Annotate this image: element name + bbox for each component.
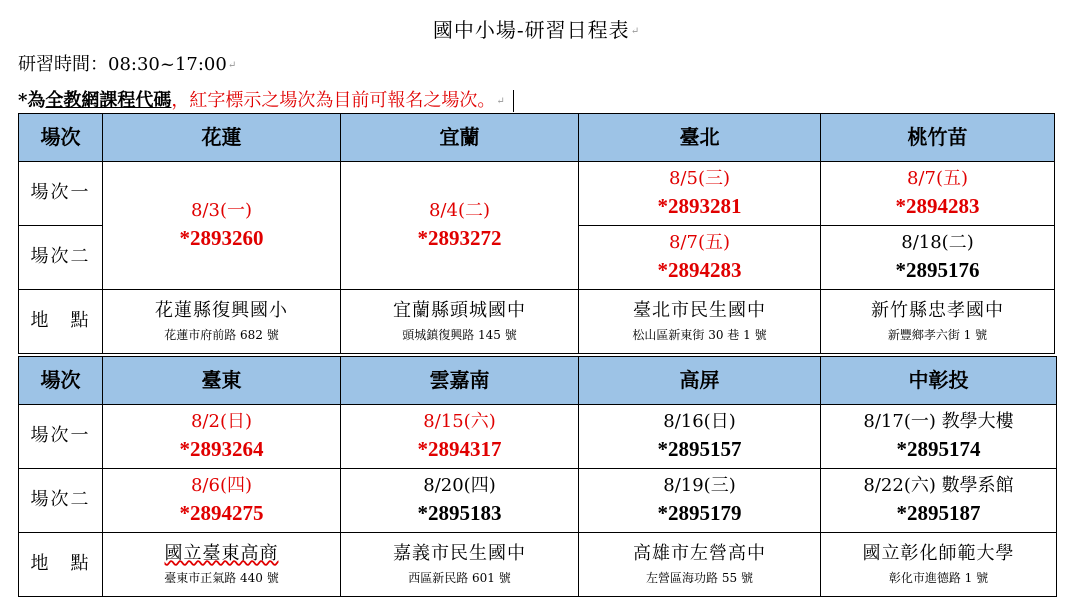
taipei-session2 <box>579 226 821 290</box>
session-date: 8/19(三) <box>663 474 736 496</box>
label-session2: 場次二 <box>19 226 103 290</box>
course-code: *2893281 <box>657 194 742 219</box>
taozhumiao-session2 <box>821 226 1055 290</box>
note-prefix: *為 <box>18 90 46 111</box>
school-address: 臺東市正氣路 440 號 <box>164 571 279 586</box>
course-code: *2894275 <box>179 501 264 526</box>
session-date: 8/3(一) <box>190 199 252 221</box>
school-name: 嘉義市民生國中 <box>393 542 526 564</box>
school-address: 彰化市進德路 1 號 <box>888 571 989 586</box>
course-code: *2895179 <box>657 501 742 526</box>
session-date: 8/2(日) <box>190 410 252 432</box>
region-zhongzhangtou: 中彰投 <box>821 357 1057 405</box>
location-taozhumiao <box>821 290 1055 354</box>
location-hualien <box>103 290 341 354</box>
school-name: 國立彰化師範大學 <box>862 542 1015 564</box>
school-address: 新豐鄉孝六街 1 號 <box>887 328 988 343</box>
session-date: 8/22(六) 數學系館 <box>863 474 1014 496</box>
school-name: 高雄市左營高中 <box>633 542 766 564</box>
region-taozhumiao: 桃竹苗 <box>821 114 1055 162</box>
taitung-session1 <box>103 405 341 469</box>
location-row <box>19 290 1055 354</box>
course-code: *2894283 <box>657 258 742 283</box>
region-yilan: 宜蘭 <box>341 114 579 162</box>
session-date: 8/5(三) <box>668 167 730 189</box>
course-code: *2893260 <box>179 226 264 251</box>
region-taitung: 臺東 <box>103 357 341 405</box>
school-address: 頭城鎮復興路 145 號 <box>402 328 517 343</box>
course-code: *2895183 <box>417 501 502 526</box>
course-code: *2895187 <box>896 501 981 526</box>
gaoping-session2 <box>579 469 821 533</box>
region-hualien: 花蓮 <box>103 114 341 162</box>
training-time: 研習時間：08:30~17:00↵ <box>18 54 237 75</box>
region-gaoping: 高屏 <box>579 357 821 405</box>
course-code: *2894283 <box>895 194 980 219</box>
location-gaoping <box>579 533 821 597</box>
session-date: 8/15(六) <box>423 410 496 432</box>
session-date: 8/7(五) <box>906 167 968 189</box>
taipei-session1 <box>579 162 821 226</box>
header-row <box>19 357 1057 405</box>
taozhumiao-session1 <box>821 162 1055 226</box>
header-session: 場次 <box>19 357 103 405</box>
header-row <box>19 114 1055 162</box>
note-red: ，紅字標示之場次為目前可報名之場次。 <box>171 90 496 111</box>
region-taipei: 臺北 <box>579 114 821 162</box>
yilan-session <box>341 162 579 290</box>
taitung-session2 <box>103 469 341 533</box>
gaoping-session1 <box>579 405 821 469</box>
note-underlined: 全教網課程代碼 <box>45 90 172 111</box>
header-session: 場次 <box>19 114 103 162</box>
code-note: *為全教網課程代碼，紅字標示之場次為目前可報名之場次。↵ <box>18 86 514 112</box>
school-address: 花蓮市府前路 682 號 <box>164 328 279 343</box>
session-date: 8/18(二) <box>901 231 974 253</box>
region-yunjianan: 雲嘉南 <box>341 357 579 405</box>
location-taitung <box>103 533 341 597</box>
course-code: *2893264 <box>179 437 264 462</box>
session1-row <box>19 162 1055 226</box>
session2-row <box>19 469 1057 533</box>
course-code: *2893272 <box>417 226 502 251</box>
course-code: *2894317 <box>417 437 502 462</box>
school-name: 花蓮縣復興國小 <box>155 299 288 321</box>
schedule-table-north <box>18 113 1055 354</box>
course-code: *2895174 <box>896 437 981 462</box>
school-address: 西區新民路 601 號 <box>408 571 511 586</box>
course-code: *2895157 <box>657 437 742 462</box>
course-code: *2895176 <box>895 258 980 283</box>
school-name: 宜蘭縣頭城國中 <box>393 299 526 321</box>
session-date: 8/20(四) <box>423 474 496 496</box>
yunjianan-session2 <box>341 469 579 533</box>
label-location: 地 點 <box>19 533 103 597</box>
label-location: 地 點 <box>19 290 103 354</box>
schedule-table-south <box>18 356 1057 597</box>
school-name: 新竹縣忠孝國中 <box>871 299 1004 321</box>
session-date: 8/4(二) <box>428 199 490 221</box>
zhongzhangtou-session1 <box>821 405 1057 469</box>
zhongzhangtou-session2 <box>821 469 1057 533</box>
location-zhongzhangtou <box>821 533 1057 597</box>
label-session1: 場次一 <box>19 162 103 226</box>
session-date: 8/17(一) 教學大樓 <box>863 410 1014 432</box>
location-taipei <box>579 290 821 354</box>
session-date: 8/6(四) <box>190 474 252 496</box>
school-name: 國立臺東高商 <box>164 542 279 564</box>
location-yunjianan <box>341 533 579 597</box>
label-session1: 場次一 <box>19 405 103 469</box>
hualien-session <box>103 162 341 290</box>
location-yilan <box>341 290 579 354</box>
page-title: 國中小場-研習日程表↵ <box>432 18 641 42</box>
location-row <box>19 533 1057 597</box>
session1-row <box>19 405 1057 469</box>
session-date: 8/16(日) <box>663 410 736 432</box>
school-address: 松山區新東街 30 巷 1 號 <box>632 328 767 343</box>
school-name: 臺北市民生國中 <box>633 299 766 321</box>
label-session2: 場次二 <box>19 469 103 533</box>
text-cursor <box>513 90 514 112</box>
yunjianan-session1 <box>341 405 579 469</box>
session-date: 8/7(五) <box>668 231 730 253</box>
school-address: 左營區海功路 55 號 <box>646 571 753 586</box>
